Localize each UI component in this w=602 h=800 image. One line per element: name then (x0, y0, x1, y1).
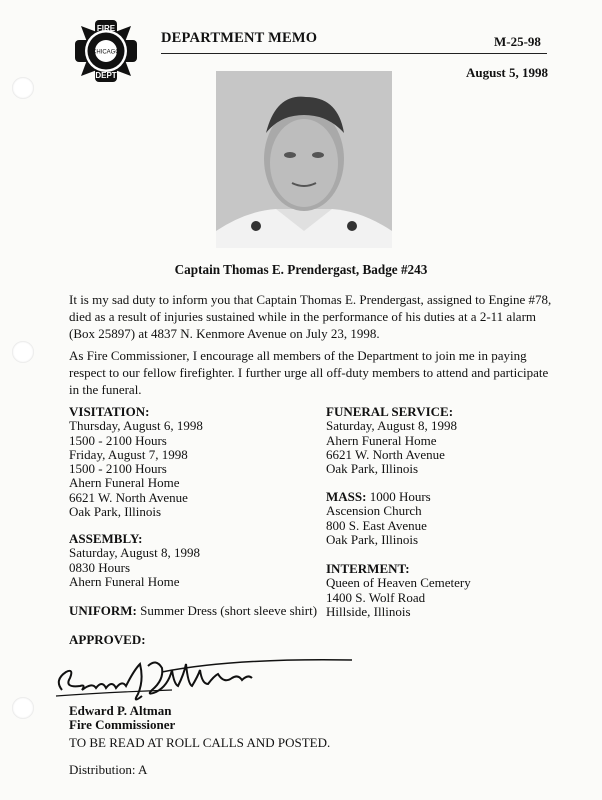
funeral-service-line: Saturday, August 8, 1998 (326, 418, 457, 434)
visitation-line: Ahern Funeral Home (69, 475, 180, 491)
header-divider (161, 53, 547, 54)
interment-section (326, 562, 471, 619)
funeral-service-heading: FUNERAL SERVICE: (326, 404, 454, 419)
mass-time: 1000 Hours (366, 489, 431, 504)
mass-line: 800 S. East Avenue (326, 517, 427, 533)
memo-number: M-25-98 (494, 34, 541, 49)
paragraph-line: It is my sad duty to inform you that Captain Thomas E. Prendergast, assigned to Engine #78, (69, 292, 552, 307)
visitation-line: 1500 - 2100 Hours (69, 432, 167, 448)
funeral-service-section (326, 405, 457, 476)
assembly-line: 0830 Hours (69, 559, 131, 575)
interment-line: Hillside, Illinois (326, 603, 411, 619)
funeral-service-line: 6621 W. North Avenue (326, 446, 445, 462)
punch-hole-middle (12, 341, 34, 363)
distribution-line: Distribution: A (69, 762, 148, 777)
assembly-section (69, 532, 200, 589)
photo-caption: Captain Thomas E. Prendergast, Badge #243 (174, 262, 428, 277)
signature-icon (52, 650, 362, 710)
paragraph-encouragement (69, 347, 554, 398)
logo-bottom-text: DEPT (95, 71, 117, 80)
mass-line: Ascension Church (326, 503, 422, 519)
signatory-title: Fire Commissioner (69, 717, 176, 733)
assembly-heading: ASSEMBLY: (69, 531, 143, 546)
paragraph-line: As Fire Commissioner, I encourage all members of the Department to join me in paying (69, 348, 527, 363)
funeral-service-line: Oak Park, Illinois (326, 461, 419, 477)
uniform-value: Summer Dress (short sleeve shirt) (136, 603, 318, 618)
interment-line: 1400 S. Wolf Road (326, 589, 426, 605)
visitation-line: 1500 - 2100 Hours (69, 461, 167, 477)
punch-hole-bottom (12, 697, 34, 719)
assembly-line: Ahern Funeral Home (69, 573, 180, 589)
visitation-line: Oak Park, Illinois (69, 504, 162, 520)
assembly-line: Saturday, August 8, 1998 (69, 545, 200, 561)
logo-top-text: FIRE (96, 24, 116, 33)
signatory-block (69, 704, 175, 733)
roll-call-notice: TO BE READ AT ROLL CALLS AND POSTED. (69, 735, 331, 750)
mass-section (326, 490, 431, 547)
paragraph-line: died as a result of injuries sustained while in the performance of his duties at a 2-11 alarm (69, 309, 537, 324)
uniform-section (69, 604, 317, 618)
fire-dept-logo-icon (73, 18, 139, 84)
paragraph-line: (Box 25897) at 4837 N. Kenmore Avenue on July 23, 1998. (69, 326, 380, 341)
interment-line: Queen of Heaven Cemetery (326, 575, 471, 591)
visitation-line: Thursday, August 6, 1998 (69, 418, 203, 434)
logo-center-text: CHICAGO (91, 49, 121, 56)
paragraph-line: in the funeral. (69, 382, 142, 397)
visitation-heading: VISITATION: (69, 404, 150, 419)
visitation-section (69, 405, 203, 519)
approved-label: APPROVED: (69, 632, 146, 647)
mass-heading: MASS: (326, 489, 367, 504)
visitation-line: Friday, August 7, 1998 (69, 446, 188, 462)
memo-title: DEPARTMENT MEMO (161, 30, 318, 46)
uniform-label: UNIFORM: (69, 603, 137, 618)
paragraph-line: respect to our fellow firefighter. I further urge all off-duty members to attend and participate (69, 365, 549, 380)
interment-heading: INTERMENT: (326, 561, 410, 576)
portrait-photo (216, 71, 392, 248)
funeral-service-line: Ahern Funeral Home (326, 432, 437, 448)
punch-hole-top (12, 77, 34, 99)
signatory-name: Edward P. Altman (69, 703, 172, 718)
memo-date: August 5, 1998 (466, 65, 548, 80)
mass-line: Oak Park, Illinois (326, 531, 419, 547)
visitation-line: 6621 W. North Avenue (69, 489, 188, 505)
paragraph-announcement (69, 291, 554, 342)
